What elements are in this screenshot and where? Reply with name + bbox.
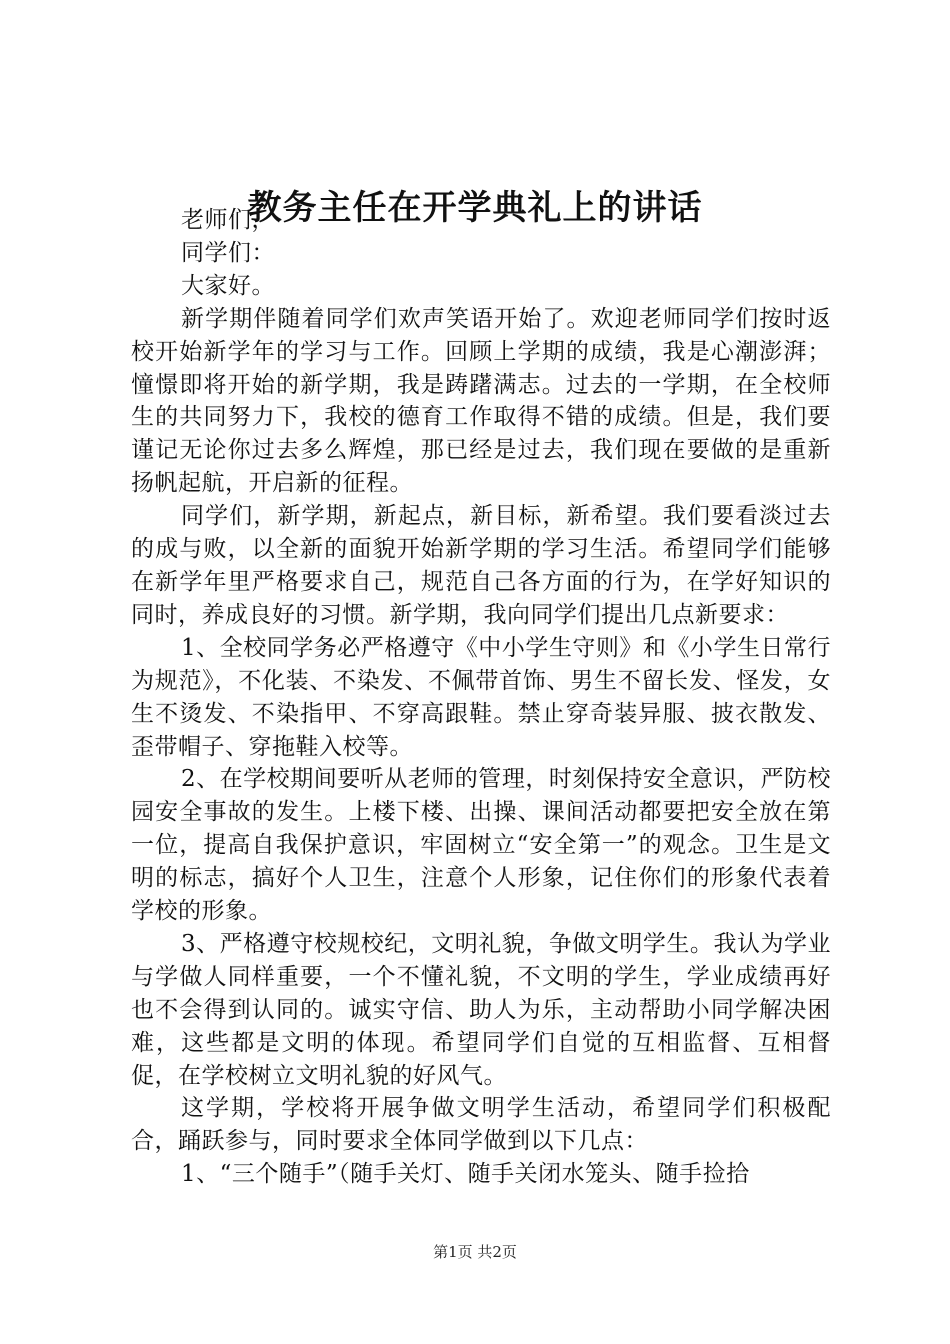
document-title: 教务主任在开学典礼上的讲话 [247, 188, 703, 228]
paragraph-requirement-1: 1、全校同学务必严格遵守《中小学生守则》和《小学生日常行为规范》，不化装、不染发、不佩带首饰、男生不留长发、怪发，女生不烫发、不染指甲、不穿高跟鞋。禁止穿奇装异服、披衣散发、歪带帽子、穿拖鞋入校等。 [131, 634, 831, 760]
paragraph-activity: 这学期，学校将开展争做文明学生活动，希望同学们积极配合，踊跃参与，同时要求全体同学做到以下几点： [131, 1095, 831, 1155]
paragraph-intro: 新学期伴随着同学们欢声笑语开始了。欢迎老师同学们按时返校开始新学年的学习与工作。回顾上学期的成绩，我是心潮澎湃；憧憬即将开始的新学期，我是踌躇满志。过去的一学期，在全校师生的共同努力下，我校的德育工作取得不错的成绩。但是，我们要谨记无论你过去多么辉煌，那已经是过去，我们现在要做的是重新扬帆起航，开启新的征程。 [131, 305, 831, 497]
greeting-students: 同学们： [181, 239, 275, 266]
greeting-teachers: 老师们， [181, 207, 275, 233]
paragraph-new-term: 同学们，新学期，新起点，新目标，新希望。我们要看淡过去的成与败，以全新的面貌开始新学期的学习生活。希望同学们能够在新学年里严格要求自己，规范自己各方面的行为，在学好知识的同时，养成良好的习惯。新学期，我向同学们提出几点新要求： [131, 503, 831, 628]
page-number-footer: 第1页 共2页 [433, 1243, 517, 1261]
document-body [131, 204, 831, 1191]
paragraph-requirement-2: 2、在学校期间要听从老师的管理，时刻保持安全意识，严防校园安全事故的发生。上楼下楼、出操、课间活动都要把安全放在第一位，提高自我保护意识，牢固树立“安全第一”的观念。卫生是文明的标志，搞好个人卫生，注意个人形象，记住你们的形象代表着学校的形象。 [131, 766, 831, 925]
paragraph-activity-point-1: 1、“三个随手”（随手关灯、随手关闭水笼头、随手捡拾 [181, 1161, 750, 1188]
greeting-hello: 大家好。 [181, 272, 275, 299]
paragraph-requirement-3: 3、严格遵守校规校纪，文明礼貌，争做文明学生。我认为学业与学做人同样重要，一个不懂礼貌，不文明的学生，学业成绩再好也不会得到认同的。诚实守信、助人为乐，主动帮助小同学解决困难，这些都是文明的体现。希望同学们自觉的互相监督、互相督促，在学校树立文明礼貌的好风气。 [131, 930, 831, 1089]
